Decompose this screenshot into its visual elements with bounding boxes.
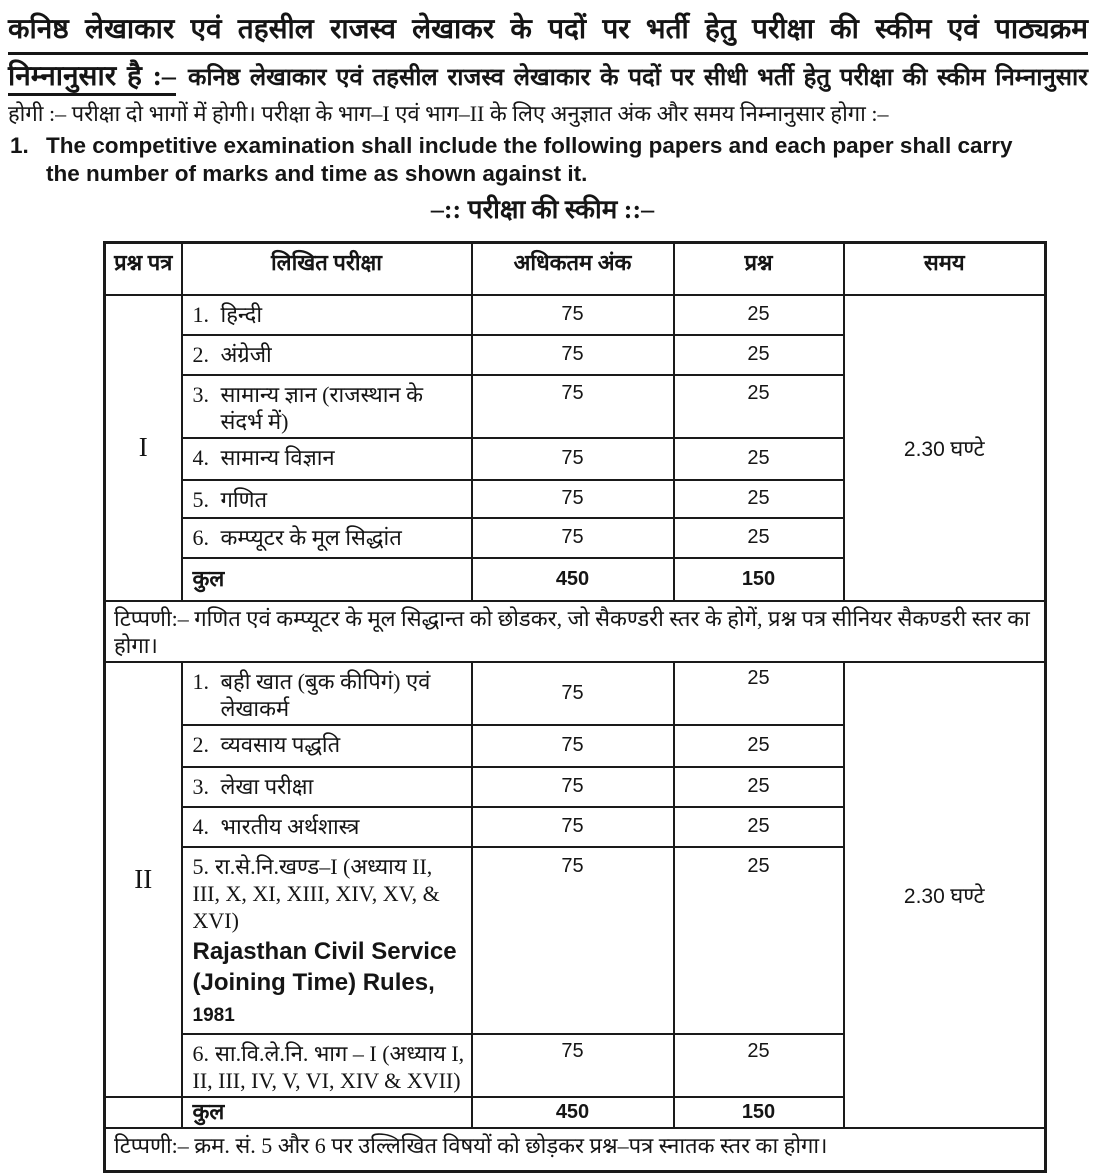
subject-number: 3. (192, 773, 209, 799)
heading-underlined-tail: निम्नानुसार है :– (8, 61, 176, 96)
subject-cell (182, 1034, 472, 1097)
subject-cell (182, 767, 472, 807)
point-number: 1. (10, 133, 29, 158)
intro-section (8, 10, 1088, 129)
intro-text-line3: होगी :– परीक्षा दो भागों में होगी। परीक्षा के भाग–I एवं भाग–II के लिए अनुज्ञात अंक और समय निम्नानुसार होगा :– (8, 101, 889, 126)
subject-text: व्यवसाय पद्धति (220, 731, 341, 757)
marks-cell: 75 (472, 518, 674, 558)
scheme-title: –:: परीक्षा की स्कीम ::– (430, 195, 655, 224)
part1-note: टिप्पणी:– गणित एवं कम्प्यूटर के मूल सिद्धान्त को छोडकर, जो सैकण्डरी स्तर के होगें, प्रश्न पत्र सीनियर सैकण्डरी स्तर का होगा। (105, 601, 1046, 662)
subject-text: सा.वि.ले.नि. भाग – I (अध्याय I, II, III, IV, V, VI, XIV & XVII) (192, 1040, 465, 1093)
point-text: The competitive examination shall include the following papers and each paper shall carry the number of marks and time as shown against it. (46, 133, 1013, 186)
time-value: 2.30 (903, 884, 945, 908)
subject-number: 6. (192, 1040, 209, 1066)
header-time: समय (844, 243, 1046, 295)
table-header-row (105, 243, 1046, 295)
total-label-cell: कुल (182, 558, 472, 601)
total-marks-cell: 450 (472, 558, 674, 601)
subject-text: भारतीय अर्थशास्त्र (220, 813, 360, 839)
document-heading-line1: कनिष्ठ लेखाकार एवं तहसील राजस्व लेखाकर के पदों पर भर्ती हेतु परीक्षा की स्कीम एवं पाठ्यक्रम (8, 10, 1088, 55)
questions-cell: 25 (674, 295, 844, 335)
questions-cell: 25 (674, 847, 844, 1034)
empty-cell (105, 1097, 182, 1128)
subject-text-english: Rajasthan Civil Service (Joining Time) Rules, 1981 (192, 937, 457, 1026)
subject-number: 3. (192, 381, 209, 407)
subject-text: अंग्रेजी (220, 341, 272, 367)
subject-cell (182, 725, 472, 767)
header-written-exam: लिखित परीक्षा (182, 243, 472, 295)
subject-text: कम्प्यूटर के मूल सिद्धांत (220, 524, 402, 550)
questions-cell: 25 (674, 480, 844, 518)
questions-cell: 25 (674, 335, 844, 375)
marks-cell: 75 (472, 335, 674, 375)
time-value: 2.30 (903, 437, 945, 461)
subject-cell (182, 295, 472, 335)
document-heading-line2 (8, 57, 1088, 98)
part2-time-cell (844, 662, 1046, 1128)
subject-text: गणित (220, 486, 268, 512)
marks-cell: 75 (472, 725, 674, 767)
subject-number: 5. (192, 853, 209, 879)
part2-note: टिप्पणी:– क्रम. सं. 5 और 6 पर उल्लिखित विषयों को छोड़कर प्रश्न–पत्र स्नातक स्तर का होगा। (105, 1128, 1046, 1172)
subject-text-block (193, 853, 465, 1031)
marks-cell: 75 (472, 662, 674, 725)
header-paper: प्रश्न पत्र (105, 243, 182, 295)
total-marks-cell: 450 (472, 1097, 674, 1128)
marks-cell: 75 (472, 480, 674, 518)
questions-cell: 25 (674, 438, 844, 480)
total-questions-cell: 150 (674, 558, 844, 601)
subject-text-block (193, 1040, 465, 1094)
marks-cell: 75 (472, 295, 674, 335)
part1-time-cell (844, 295, 1046, 601)
subject-cell (182, 807, 472, 847)
subject-text: बही खात (बुक कीपिगं) एवं लेखाकर्म (220, 668, 431, 721)
subject-number: 2. (192, 731, 209, 757)
subject-number: 4. (192, 813, 209, 839)
subject-number: 6. (192, 524, 209, 550)
total-questions-cell: 150 (674, 1097, 844, 1128)
subject-number: 1. (192, 668, 209, 694)
questions-cell: 25 (674, 1034, 844, 1097)
questions-cell: 25 (674, 807, 844, 847)
subject-text: रा.से.नि.खण्ड–I (अध्याय II, III, X, XI, XIII, XIV, XV, & XVI) (192, 853, 440, 933)
time-unit: घण्टे (950, 435, 985, 461)
marks-cell: 75 (472, 807, 674, 847)
note-row (105, 601, 1046, 662)
marks-cell: 75 (472, 847, 674, 1034)
questions-cell: 25 (674, 662, 844, 725)
subject-text: लेखा परीक्षा (220, 773, 314, 799)
subject-number: 2. (192, 341, 209, 367)
part2-label-cell: II (105, 662, 182, 1097)
subject-text: हिन्दी (220, 301, 263, 327)
subject-cell (182, 662, 472, 725)
subject-cell (182, 438, 472, 480)
marks-cell: 75 (472, 438, 674, 480)
questions-cell: 25 (674, 767, 844, 807)
header-max-marks: अधिकतम अंक (472, 243, 674, 295)
subject-year: 1981 (192, 1004, 235, 1026)
subject-text: सामान्य विज्ञान (220, 444, 335, 470)
questions-cell: 25 (674, 725, 844, 767)
subject-number: 4. (192, 444, 209, 470)
exam-scheme-table (103, 241, 1047, 1173)
questions-cell: 25 (674, 375, 844, 438)
questions-cell: 25 (674, 518, 844, 558)
subject-cell (182, 518, 472, 558)
subject-text: सामान्य ज्ञान (राजस्थान के संदर्भ में) (220, 381, 424, 434)
subject-cell (182, 375, 472, 438)
subject-cell (182, 335, 472, 375)
intro-text-line2: कनिष्ठ लेखाकार एवं तहसील राजस्व लेखाकार के पदों पर सीधी भर्ती हेतु परीक्षा की स्कीम निम्नानुसार (187, 65, 1088, 91)
total-label-cell: कुल (182, 1097, 472, 1128)
table-row (105, 662, 1046, 725)
subject-number: 1. (192, 301, 209, 327)
subject-cell (182, 847, 472, 1034)
header-questions: प्रश्न (674, 243, 844, 295)
part1-label-cell: I (105, 295, 182, 601)
subject-cell (182, 480, 472, 518)
note-row (105, 1128, 1046, 1172)
marks-cell: 75 (472, 1034, 674, 1097)
time-unit: घण्टे (950, 882, 985, 908)
subject-number: 5. (192, 486, 209, 512)
table-row (105, 295, 1046, 335)
marks-cell: 75 (472, 767, 674, 807)
numbered-point-1 (10, 132, 1030, 188)
marks-cell: 75 (472, 375, 674, 438)
